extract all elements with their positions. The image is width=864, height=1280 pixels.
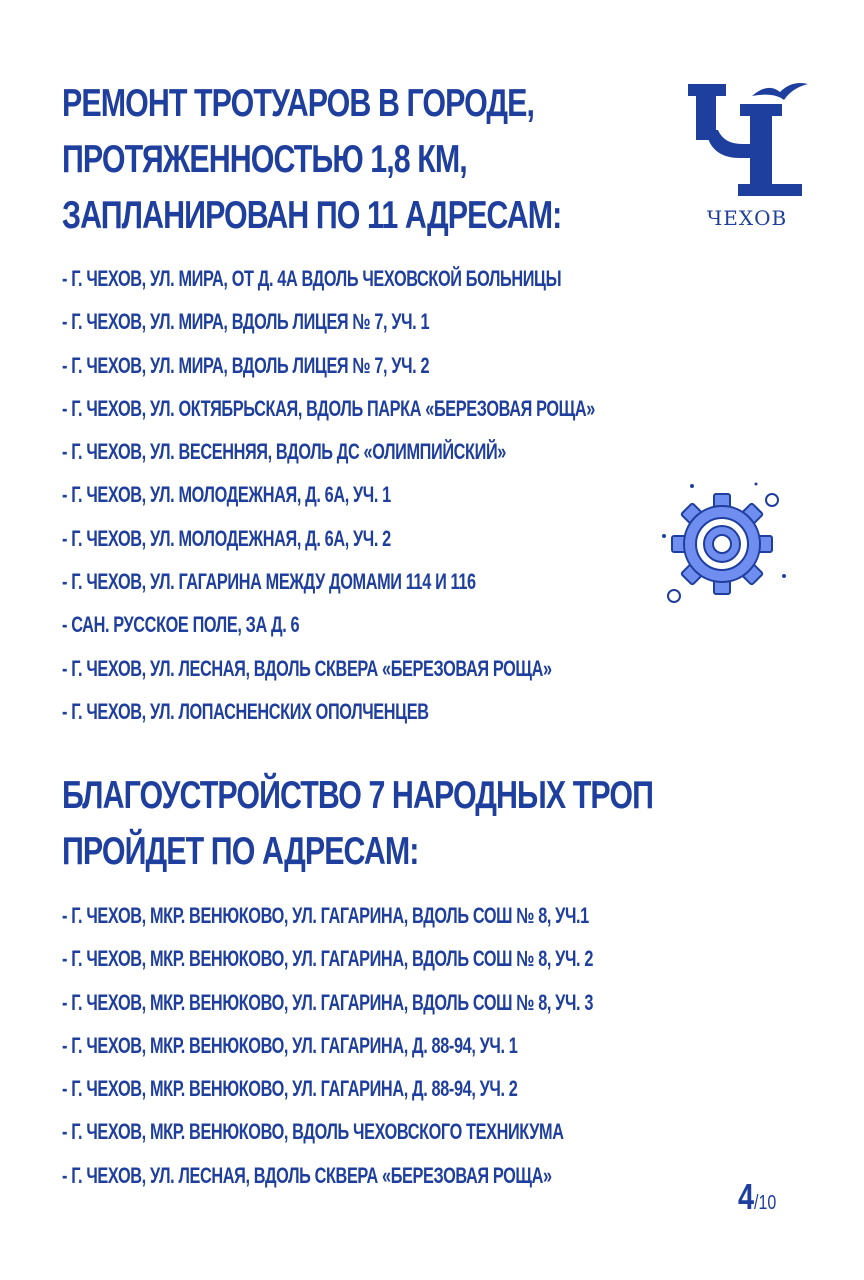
list-item: - Г. ЧЕХОВ, УЛ. МОЛОДЕЖНАЯ, Д. 6А, УЧ. 2: [62, 525, 391, 551]
list-item: - Г. ЧЕХОВ, МКР. ВЕНЮКОВО, УЛ. ГАГАРИНА, Д. 88-94, УЧ. 2: [62, 1076, 518, 1102]
section1-heading-line: РЕМОНТ ТРОТУАРОВ В ГОРОДЕ,: [62, 82, 535, 125]
chekhov-logo-icon: [688, 78, 812, 238]
logo-caption: ЧЕХОВ: [706, 206, 788, 230]
page-total: /10: [754, 1192, 777, 1214]
page-current: 4: [738, 1176, 755, 1217]
list-item: - Г. ЧЕХОВ, МКР. ВЕНЮКОВО, ВДОЛЬ ЧЕХОВСКОГО ТЕХНИКУМА: [62, 1119, 564, 1145]
list-item: - Г. ЧЕХОВ, МКР. ВЕНЮКОВО, УЛ. ГАГАРИНА, ВДОЛЬ СОШ № 8, УЧ.1: [62, 903, 589, 928]
list-item: - Г. ЧЕХОВ, МКР. ВЕНЮКОВО, УЛ. ГАГАРИНА, ВДОЛЬ СОШ № 8, УЧ. 3: [62, 989, 594, 1015]
list-item: - Г. ЧЕХОВ, УЛ. ОКТЯБРЬСКАЯ, ВДОЛЬ ПАРКА «БЕРЕЗОВАЯ РОЩА»: [62, 395, 595, 421]
list-item: - Г. ЧЕХОВ, УЛ. ВЕСЕННЯЯ, ВДОЛЬ ДС «ОЛИМПИЙСКИЙ»: [62, 439, 506, 465]
section2-heading: [62, 768, 653, 880]
list-item: - Г. ЧЕХОВ, УЛ. МОЛОДЕЖНАЯ, Д. 6А, УЧ. 1: [62, 482, 391, 508]
chekhov-letter-icon: [688, 78, 812, 206]
section2-address-list: [62, 894, 780, 1197]
section1-heading: [62, 76, 561, 244]
list-item: - Г. ЧЕХОВ, УЛ. ЛЕСНАЯ, ВДОЛЬ СКВЕРА «БЕРЕЗОВАЯ РОЩА»: [62, 655, 552, 681]
list-item: - САН. РУССКОЕ ПОЛЕ, ЗА Д. 6: [62, 612, 300, 638]
list-item: - Г. ЧЕХОВ, УЛ. ГАГАРИНА МЕЖДУ ДОМАМИ 114 И 116: [62, 569, 476, 595]
list-item: - Г. ЧЕХОВ, УЛ. МИРА, ОТ Д. 4А ВДОЛЬ ЧЕХОВСКОЙ БОЛЬНИЦЫ: [62, 266, 562, 291]
list-item: - Г. ЧЕХОВ, МКР. ВЕНЮКОВО, УЛ. ГАГАРИНА, Д. 88-94, УЧ. 1: [62, 1032, 518, 1058]
gear-icon: [656, 478, 792, 608]
section1-heading-line: ПРОТЯЖЕННОСТЬЮ 1,8 КМ,: [62, 138, 467, 181]
page-number: [738, 1176, 776, 1218]
section2-heading-line: БЛАГОУСТРОЙСТВО 7 НАРОДНЫХ ТРОП: [62, 774, 654, 817]
list-item: - Г. ЧЕХОВ, УЛ. ЛЕСНАЯ, ВДОЛЬ СКВЕРА «БЕРЕЗОВАЯ РОЩА»: [62, 1162, 552, 1188]
list-item: - Г. ЧЕХОВ, МКР. ВЕНЮКОВО, УЛ. ГАГАРИНА, ВДОЛЬ СОШ № 8, УЧ. 2: [62, 946, 594, 972]
list-item: - Г. ЧЕХОВ, УЛ. ЛОПАСНЕНСКИХ ОПОЛЧЕНЦЕВ: [62, 698, 429, 724]
section1-heading-line: ЗАПЛАНИРОВАН ПО 11 АДРЕСАМ:: [62, 194, 562, 237]
section2-heading-line: ПРОЙДЕТ ПО АДРЕСАМ:: [62, 830, 419, 873]
list-item: - Г. ЧЕХОВ, УЛ. МИРА, ВДОЛЬ ЛИЦЕЯ № 7, УЧ. 2: [62, 352, 430, 378]
list-item: - Г. ЧЕХОВ, УЛ. МИРА, ВДОЛЬ ЛИЦЕЯ № 7, УЧ. 1: [62, 309, 430, 335]
